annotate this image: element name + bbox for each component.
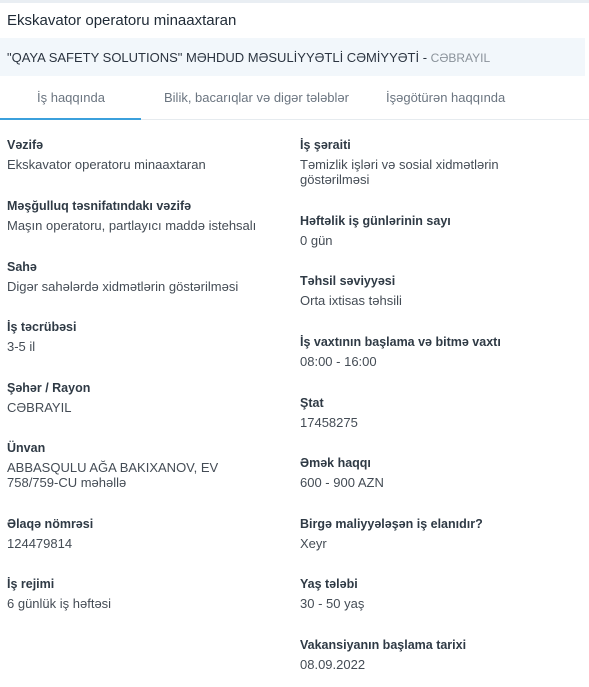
field-staff-id (300, 396, 580, 430)
field-age-requirement (300, 577, 580, 611)
field-label: Birgə maliyyələşən iş elanıdır? (300, 517, 483, 531)
field-value: Digər sahələrdə xidmətlərin göstərilməsi (7, 279, 239, 294)
active-tab-indicator (0, 118, 141, 120)
field-label: Məşğulluq təsnifatındakı vəzifə (7, 199, 192, 213)
field-label: Vəzifə (7, 138, 44, 152)
field-sector (7, 260, 287, 294)
field-label: Sahə (7, 260, 37, 274)
field-co-financed (300, 517, 580, 551)
tab-bar (0, 78, 589, 120)
field-city (7, 381, 287, 415)
field-vacancy-start-date (300, 638, 580, 672)
employer-separator: - (419, 50, 431, 65)
field-work-mode (7, 577, 287, 611)
field-weekly-work-days (300, 214, 580, 248)
company-city: CƏBRAYIL (430, 51, 491, 65)
field-value: 600 - 900 AZN (300, 475, 384, 490)
field-value: 08.09.2022 (300, 657, 366, 672)
field-label: İş təcrübəsi (7, 320, 77, 334)
field-work-hours (300, 335, 580, 369)
field-education-level (300, 274, 580, 308)
field-experience (7, 320, 287, 354)
field-label: İş rejimi (7, 577, 55, 591)
field-value: 0 gün (300, 233, 333, 248)
field-label: Əmək haqqı (300, 456, 371, 470)
field-value: 124479814 (7, 536, 73, 551)
field-value: Ekskavator operatoru minaaxtaran (7, 157, 206, 172)
field-label: İş şəraiti (300, 138, 351, 152)
employer-line (7, 50, 490, 65)
tab-about-employer[interactable]: İşəgötürən haqqında (386, 90, 506, 105)
field-label: Həftəlik iş günlərinin sayı (300, 214, 451, 228)
field-work-conditions (300, 138, 535, 187)
field-value: ABBASQULU AĞA BAKIXANOV, EV 758/759-CU məhəllə (7, 460, 219, 490)
field-label: Təhsil səviyyəsi (300, 274, 396, 288)
field-value: 08:00 - 16:00 (300, 354, 377, 369)
field-position (7, 138, 287, 172)
field-label: Yaş tələbi (300, 577, 358, 591)
field-label: İş vaxtının başlama və bitmə vaxtı (300, 335, 501, 349)
field-contact-number (7, 517, 287, 551)
field-label: Vakansiyanın başlama tarixi (300, 638, 467, 652)
field-value: 17458275 (300, 415, 358, 430)
field-value: Xeyr (300, 536, 327, 551)
field-value: 6 günlük iş həftəsi (7, 596, 112, 611)
field-value: Təmizlik işləri və sosial xidmətlərin göstərilməsi (300, 157, 499, 187)
field-value: 30 - 50 yaş (300, 596, 365, 611)
top-divider (0, 0, 589, 3)
company-name[interactable]: "QAYA SAFETY SOLUTIONS" MƏHDUD MƏSULİYYƏTLİ CƏMİYYƏTİ (7, 50, 420, 65)
field-label: Şəhər / Rayon (7, 381, 91, 395)
field-label: Əlaqə nömrəsi (7, 517, 94, 531)
field-salary (300, 456, 580, 490)
field-value: Maşın operatoru, partlayıcı maddə istehsalı (7, 218, 257, 233)
tab-skills-requirements[interactable]: Bilik, bacarıqlar və digər tələblər (164, 90, 349, 105)
employer-bar (0, 38, 585, 76)
field-value: 3-5 il (7, 339, 36, 354)
tab-about-job[interactable]: İş haqqında (37, 90, 105, 105)
page-title: Ekskavator operatoru minaaxtaran (7, 12, 237, 29)
field-address (7, 441, 237, 490)
field-classification-position (7, 199, 287, 233)
field-label: Ştat (300, 396, 324, 410)
field-label: Ünvan (7, 441, 46, 455)
field-value: Orta ixtisas təhsili (300, 293, 402, 308)
field-value: CƏBRAYIL (7, 400, 72, 415)
